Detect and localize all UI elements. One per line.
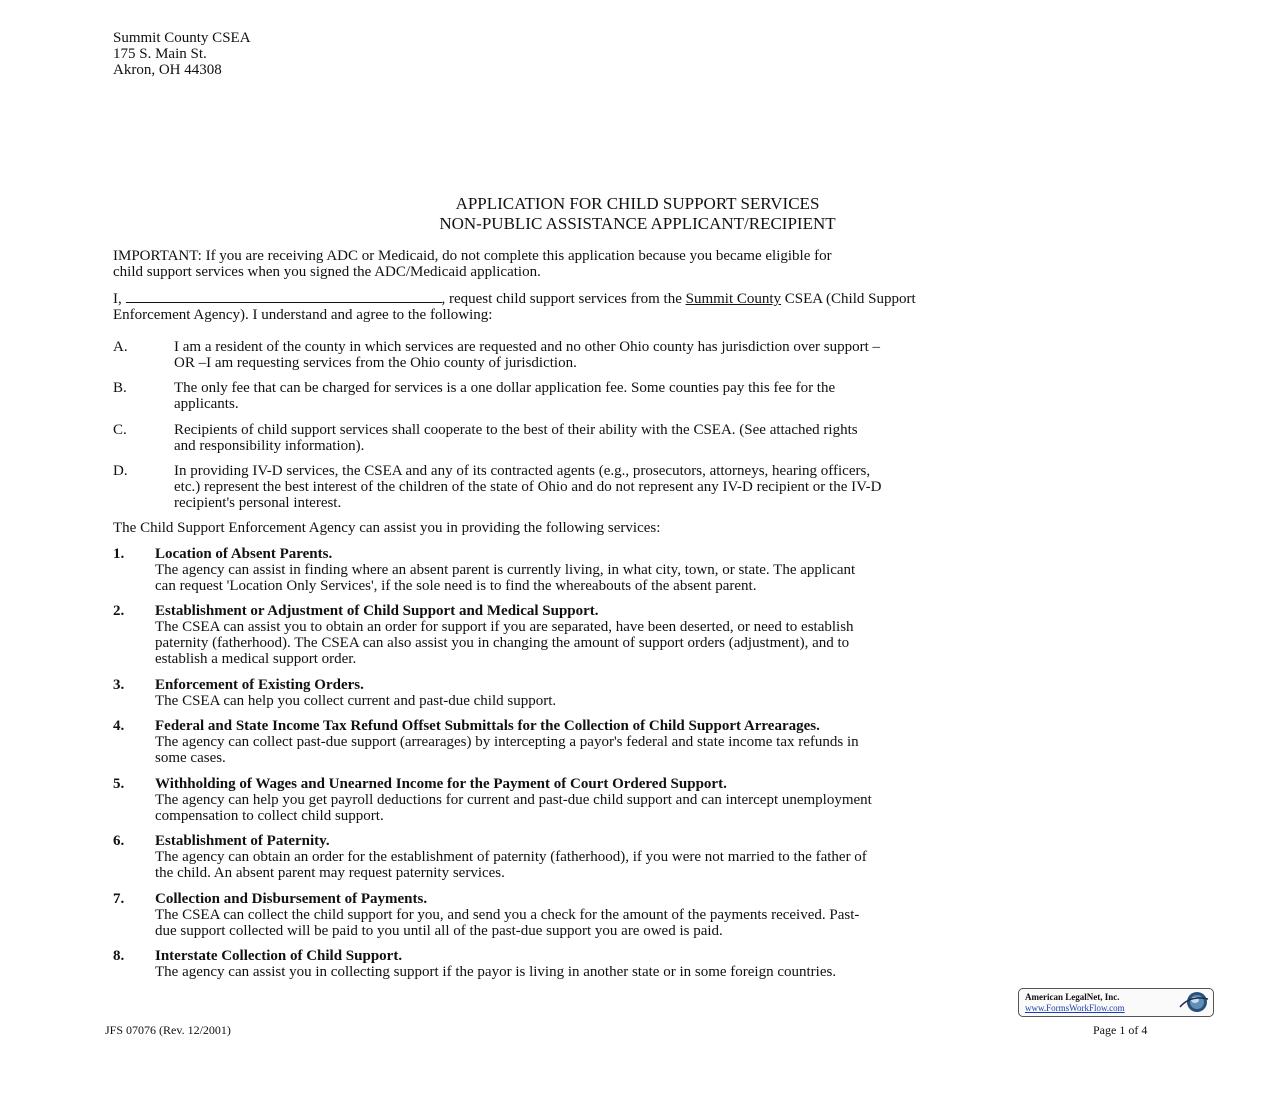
item-line: Recipients of child support services shall cooperate to the best of their ability with the CSEA. (See attached rights — [174, 422, 858, 438]
request-mid: , request child support services from the — [441, 291, 682, 307]
item-label: A. — [113, 339, 128, 355]
service-line: due support collected will be paid to you until all of the past-due support you are owed is paid. — [155, 923, 723, 939]
service-heading: Enforcement of Existing Orders. — [155, 677, 364, 693]
service-body — [155, 964, 1168, 980]
item-text — [174, 463, 1168, 511]
agency-address — [113, 30, 251, 78]
request-prefix: I, — [113, 291, 122, 307]
service-line: some cases. — [155, 750, 226, 766]
document-title — [0, 194, 1275, 234]
service-body — [155, 619, 1168, 667]
item-label: D. — [113, 463, 128, 479]
service-line: paternity (fatherhood). The CSEA can also assist you in changing the amount of support orders (adjustment), and to — [155, 635, 850, 651]
globe-icon — [1178, 991, 1210, 1013]
service-number: 8. — [113, 948, 125, 964]
form-id: JFS 07076 (Rev. 12/2001) — [105, 1023, 231, 1037]
item-label: B. — [113, 380, 127, 396]
service-line: The agency can assist in finding where an absent parent is currently living, in what city, town, or state. The applicant — [155, 562, 856, 578]
service-body — [155, 562, 1168, 594]
important-line-2: child support services when you signed the ADC/Medicaid application. — [113, 264, 541, 280]
service-number: 7. — [113, 891, 125, 907]
service-body — [155, 734, 1168, 766]
item-text — [174, 339, 1168, 371]
request-suffix: CSEA (Child Support — [781, 291, 916, 307]
service-body — [155, 792, 1168, 824]
important-notice — [113, 248, 1165, 280]
address-line-3: Akron, OH 44308 — [113, 62, 222, 78]
title-line-2: NON-PUBLIC ASSISTANCE APPLICANT/RECIPIENT — [439, 214, 836, 233]
service-heading: Establishment or Adjustment of Child Support and Medical Support. — [155, 603, 599, 619]
important-line-1: IMPORTANT: If you are receiving ADC or Medicaid, do not complete this application because you became eligible for — [113, 248, 832, 264]
service-number: 5. — [113, 776, 125, 792]
service-heading: Establishment of Paternity. — [155, 833, 330, 849]
service-body — [155, 907, 1168, 939]
logo-url-link[interactable]: www.FormsWorkFlow.com — [1025, 1003, 1125, 1013]
service-body — [155, 693, 1168, 709]
service-line: The agency can obtain an order for the establishment of paternity (fatherhood), if you were not married to the father of — [155, 849, 867, 865]
county-name: Summit County — [685, 291, 782, 307]
service-heading: Withholding of Wages and Unearned Income for the Payment of Court Ordered Support. — [155, 776, 727, 792]
services-intro: The Child Support Enforcement Agency can assist you in providing the following services: — [113, 520, 661, 536]
page-number: Page 1 of 4 — [1093, 1023, 1148, 1037]
service-line: The agency can assist you in collecting support if the payor is living in another state or in some foreign countries. — [155, 964, 837, 980]
request-line-2: Enforcement Agency). I understand and agree to the following: — [113, 307, 493, 323]
service-line: the child. An absent parent may request paternity services. — [155, 865, 505, 881]
request-statement — [113, 290, 1165, 323]
item-line: etc.) represent the best interest of the children of the state of Ohio and do not represent any IV-D recipient or the IV-D — [174, 479, 882, 495]
legalnet-logo[interactable] — [1018, 988, 1214, 1017]
service-line: The CSEA can help you collect current and past-due child support. — [155, 693, 557, 709]
item-line: I am a resident of the county in which services are requested and no other Ohio county has jurisdiction over support – — [174, 339, 881, 355]
service-body — [155, 849, 1168, 881]
item-line: The only fee that can be charged for services is a one dollar application fee. Some counties pay this fee for the — [174, 380, 836, 396]
service-line: compensation to collect child support. — [155, 808, 384, 824]
service-heading: Federal and State Income Tax Refund Offset Submittals for the Collection of Child Support Arrearages. — [155, 718, 820, 734]
item-text — [174, 422, 1168, 454]
service-number: 2. — [113, 603, 125, 619]
item-line: recipient's personal interest. — [174, 495, 342, 511]
service-line: can request 'Location Only Services', if the sole need is to find the whereabouts of the absent parent. — [155, 578, 757, 594]
service-heading: Location of Absent Parents. — [155, 546, 333, 562]
item-line: In providing IV-D services, the CSEA and any of its contracted agents (e.g., prosecutors, attorneys, hearing officers, — [174, 463, 871, 479]
service-number: 6. — [113, 833, 125, 849]
service-line: establish a medical support order. — [155, 651, 357, 667]
item-line: OR –I am requesting services from the Ohio county of jurisdiction. — [174, 355, 577, 371]
service-line: The agency can collect past-due support (arrearages) by intercepting a payor's federal and state income tax refunds in — [155, 734, 859, 750]
service-number: 4. — [113, 718, 125, 734]
logo-company: American LegalNet, Inc. — [1025, 992, 1120, 1002]
service-line: The CSEA can assist you to obtain an order for support if you are separated, have been deserted, or need to establish — [155, 619, 854, 635]
applicant-name-field[interactable] — [126, 290, 442, 303]
address-line-1: Summit County CSEA — [113, 30, 251, 46]
service-line: The agency can help you get payroll deductions for current and past-due child support and can intercept unemployment — [155, 792, 872, 808]
service-heading: Interstate Collection of Child Support. — [155, 948, 403, 964]
title-line-1: APPLICATION FOR CHILD SUPPORT SERVICES — [455, 194, 820, 213]
service-heading: Collection and Disbursement of Payments. — [155, 891, 428, 907]
service-line: The CSEA can collect the child support for you, and send you a check for the amount of the payments received. Past- — [155, 907, 860, 923]
service-number: 1. — [113, 546, 125, 562]
item-text — [174, 380, 1168, 412]
address-line-2: 175 S. Main St. — [113, 46, 207, 62]
service-number: 3. — [113, 677, 125, 693]
item-line: and responsibility information). — [174, 438, 365, 454]
item-line: applicants. — [174, 396, 239, 412]
item-label: C. — [113, 422, 127, 438]
